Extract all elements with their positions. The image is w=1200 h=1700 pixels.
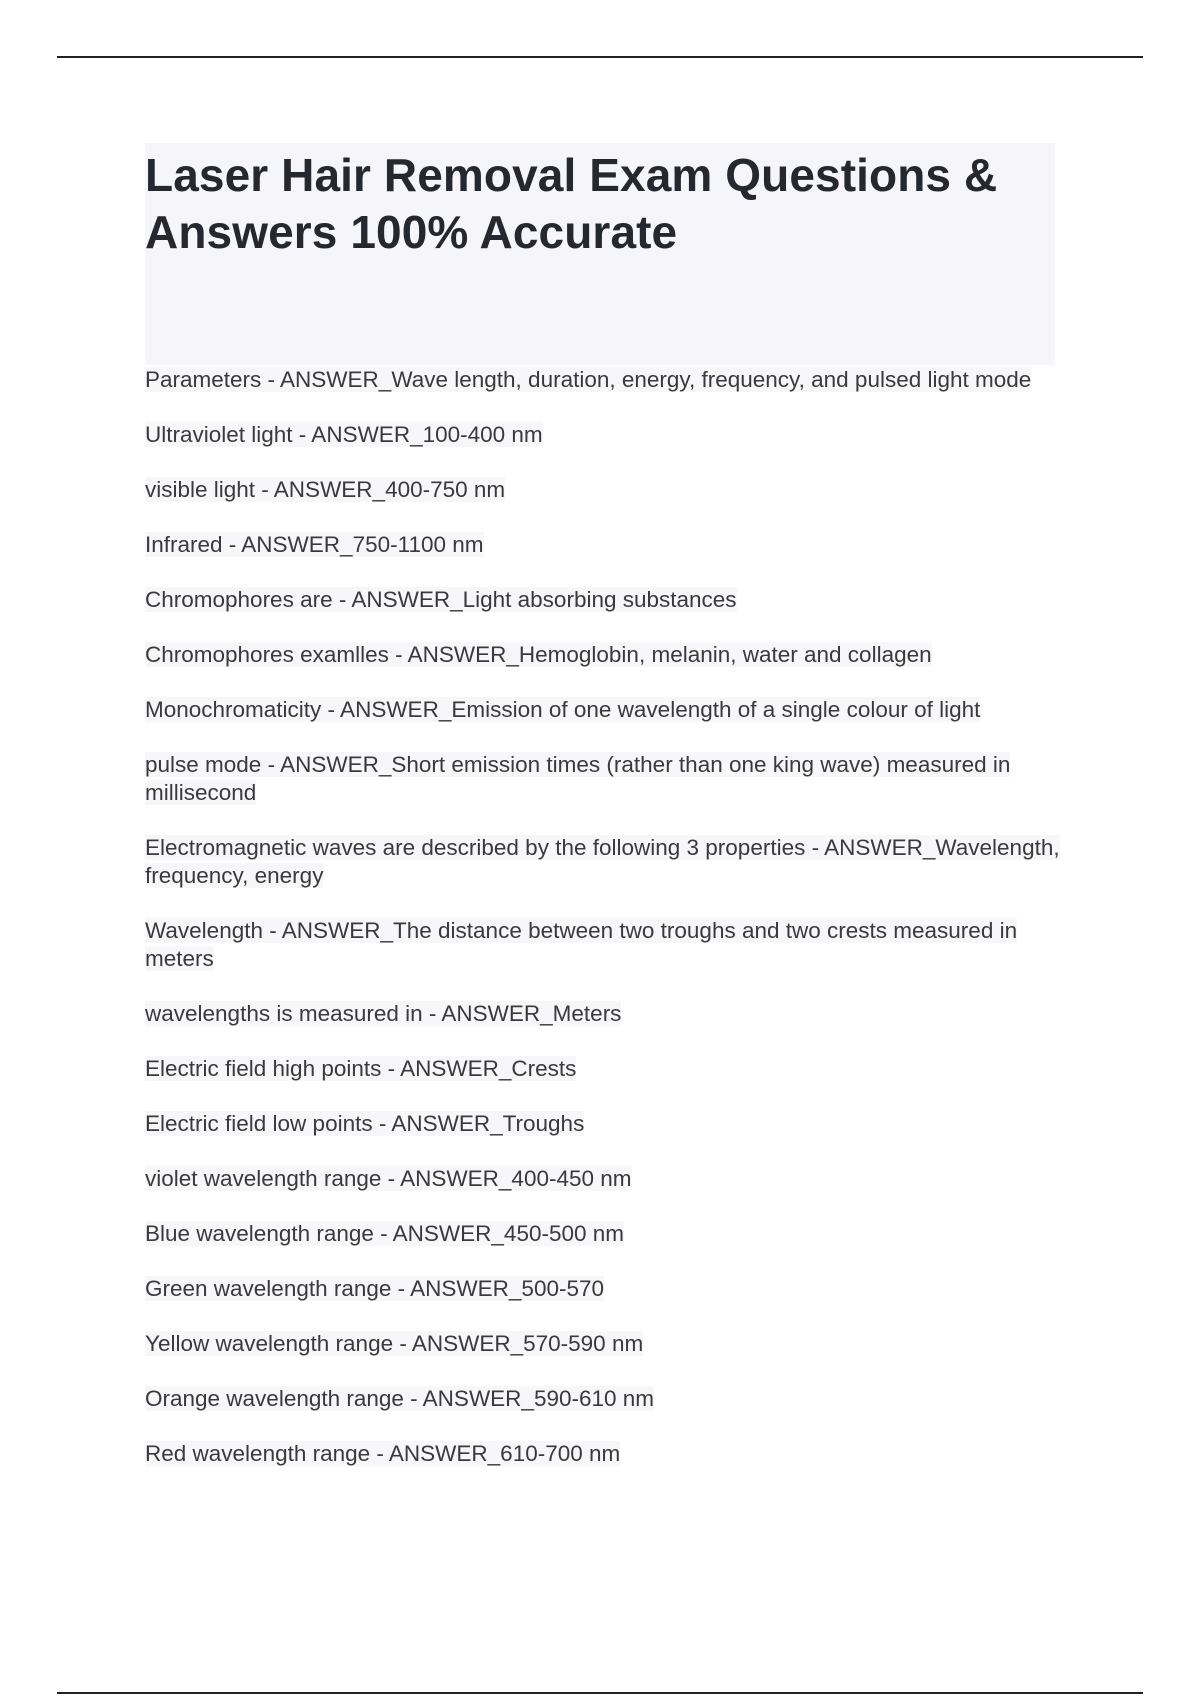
qa-item: [145, 751, 1065, 807]
qa-text: Green wavelength range - ANSWER_500-570: [145, 1276, 605, 1301]
qa-item: [145, 696, 1065, 724]
qa-text: visible light - ANSWER_400-750 nm: [145, 477, 506, 502]
qa-item: [145, 366, 1065, 394]
qa-item: [145, 1055, 1065, 1083]
qa-text: Chromophores examlles - ANSWER_Hemoglobin, melanin, water and collagen: [145, 642, 932, 667]
qa-text: Wavelength - ANSWER_The distance between two troughs and two crests measured in meters: [145, 918, 1018, 971]
qa-text: Infrared - ANSWER_750-1100 nm: [145, 532, 484, 557]
top-rule: [57, 56, 1143, 58]
qa-text: Chromophores are - ANSWER_Light absorbing substances: [145, 587, 737, 612]
bottom-rule: [57, 1692, 1143, 1694]
qa-item: [145, 1000, 1065, 1028]
qa-text: Electric field low points - ANSWER_Troughs: [145, 1111, 585, 1136]
qa-text: Yellow wavelength range - ANSWER_570-590 nm: [145, 1331, 644, 1356]
qa-text: pulse mode - ANSWER_Short emission times (rather than one king wave) measured in millisecond: [145, 752, 1011, 805]
qa-item: [145, 834, 1065, 890]
qa-item: [145, 586, 1065, 614]
qa-list: [145, 366, 1065, 1495]
qa-item: [145, 1275, 1065, 1303]
qa-text: Electric field high points - ANSWER_Crests: [145, 1056, 577, 1081]
qa-item: [145, 421, 1065, 449]
qa-text: Orange wavelength range - ANSWER_590-610 nm: [145, 1386, 655, 1411]
qa-text: Red wavelength range - ANSWER_610-700 nm: [145, 1441, 621, 1466]
qa-item: [145, 1220, 1065, 1248]
qa-text: Ultraviolet light - ANSWER_100-400 nm: [145, 422, 543, 447]
qa-text: Blue wavelength range - ANSWER_450-500 nm: [145, 1221, 625, 1246]
qa-text: Electromagnetic waves are described by the following 3 properties - ANSWER_Wavelength, frequency, energy: [145, 835, 1060, 888]
qa-text: wavelengths is measured in - ANSWER_Meters: [145, 1001, 622, 1026]
qa-item: [145, 1165, 1065, 1193]
qa-item: [145, 476, 1065, 504]
qa-item: [145, 917, 1065, 973]
page-title: Laser Hair Removal Exam Questions & Answers 100% Accurate: [145, 149, 998, 258]
qa-item: [145, 1330, 1065, 1358]
qa-text: violet wavelength range - ANSWER_400-450 nm: [145, 1166, 632, 1191]
qa-item: [145, 1110, 1065, 1138]
qa-text: Parameters - ANSWER_Wave length, duration, energy, frequency, and pulsed light mode: [145, 367, 1032, 392]
title-block: [145, 143, 1055, 365]
qa-item: [145, 1440, 1065, 1468]
qa-item: [145, 531, 1065, 559]
qa-item: [145, 641, 1065, 669]
qa-item: [145, 1385, 1065, 1413]
qa-text: Monochromaticity - ANSWER_Emission of one wavelength of a single colour of light: [145, 697, 981, 722]
